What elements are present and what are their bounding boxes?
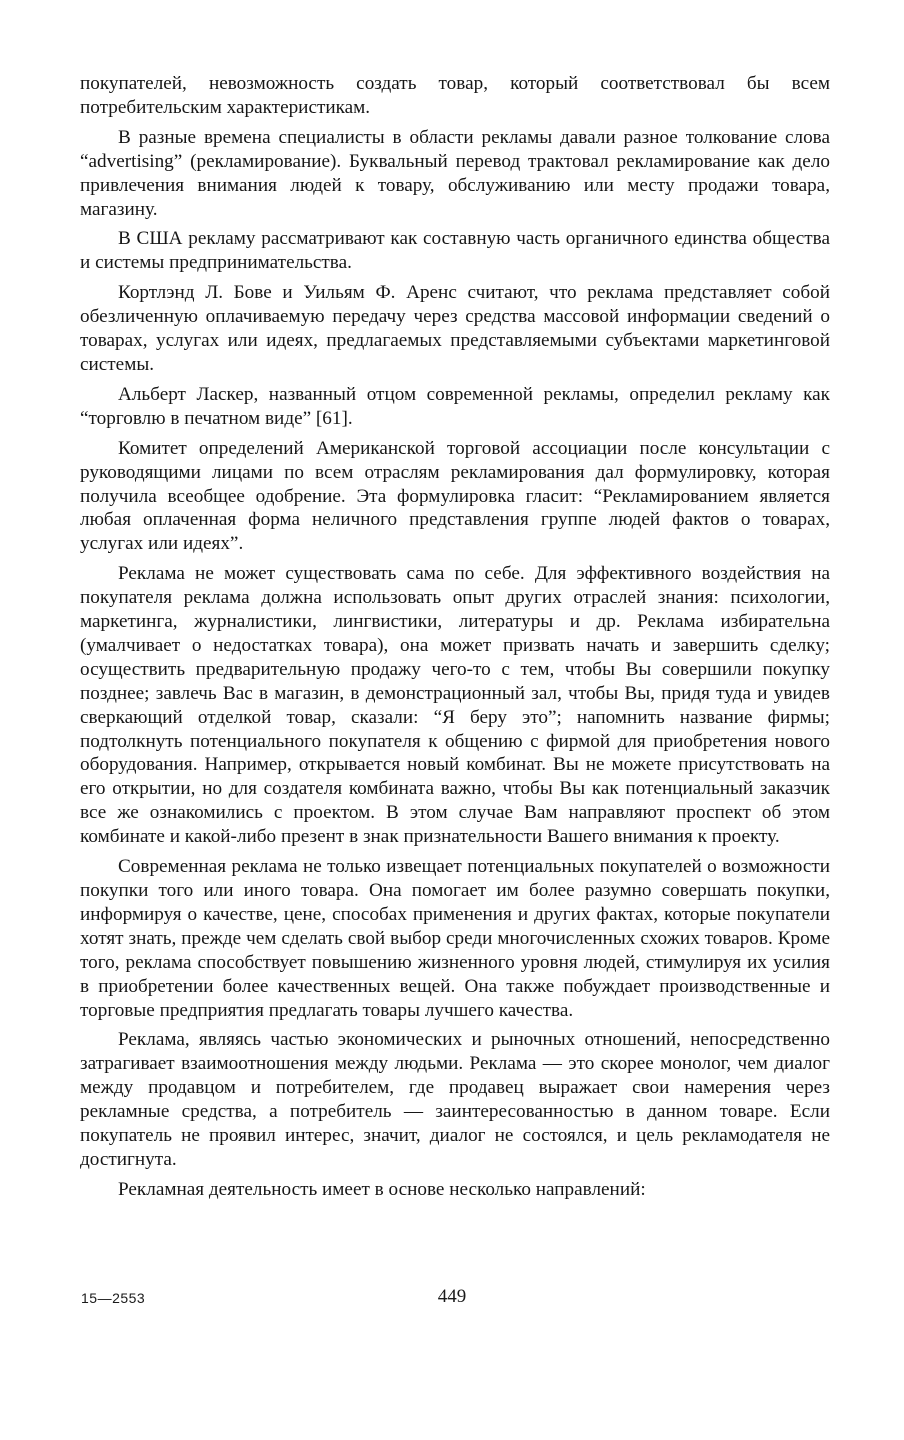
paragraph: Рекламная деятельность имеет в основе несколько направлений: bbox=[118, 1178, 646, 1200]
paragraph: Реклама, являясь частью экономических и рыночных отношений, непосредственно затрагивает взаимоотношения между людьми. Реклама — это скорее монолог, чем диалог между продавцом и потребителем, где продавец выражает свои намерения через рекламные средства, а потребитель — заинтересованностью в данном товаре. Если покупатель не проявил интерес, значит, диалог не состоялся, и цель рекламодателя не достигнута. bbox=[80, 1029, 830, 1170]
paragraph: В разные времена специалисты в области рекламы давали разное толкование слова “advertising” (рекламирование). Буквальный перевод трактовал рекламирование как дело привлечения внимания людей к товару, обслуживанию или месту продажи товара, магазину. bbox=[80, 126, 830, 220]
signature-code: 15—2553 bbox=[81, 1290, 146, 1306]
page-number: 449 bbox=[437, 1286, 467, 1307]
paragraph: Комитет определений Американской торговой ассоциации после консультации с руководящими лицами по всем отраслям рекламирования дал формулировку, которая получила всеобщее одобрение. Эта формулировка гласит: “Рекламированием является любая оплаченная форма неличного представления группе людей фактов о товарах, услугах или идеях”. bbox=[80, 437, 830, 555]
paragraph: Кортлэнд Л. Бове и Уильям Ф. Аренс считают, что реклама представляет собой обезличенную оплачиваемую передачу через средства массовой информации сведений о товарах, услугах или идеях, предлагаемых представляемыми субъектами маркетинговой системы. bbox=[80, 282, 830, 375]
paragraph: Альберт Ласкер, названный отцом современной рекламы, определил рекламу как “торговлю в печатном виде” [61]. bbox=[80, 383, 830, 429]
paragraph-continued: покупателей, невозможность создать товар, который соответствовал бы всем потребительским характеристикам. bbox=[80, 73, 830, 118]
paragraph: Современная реклама не только извещает потенциальных покупателей о возможности покупки того или иного товара. Она помогает им более разумно совершать покупки, информируя о качестве, цене, способах применения и других фактах, которые покупатели хотят знать, прежде чем сделать свой выбор среди многочисленных схожих товаров. Кроме того, реклама способствует повышению жизненного уровня людей, стимулируя их усилия в приобретении более качественных вещей. Она также побуждает производственные и торговые предприятия предлагать товары лучшего качества. bbox=[80, 856, 830, 1021]
paragraph: Реклама не может существовать сама по себе. Для эффективного воздействия на покупателя реклама должна использовать опыт других отраслей знания: психологии, маркетинга, журналистики, лингвистики, литературы и др. Реклама избирательна (умалчивает о недостатках товара), она может призвать начать и завершить сделку; осуществить предварительную продажу чего-то с тем, чтобы Вы совершили покупку позднее; завлечь Вас в магазин, в демонстрационный зал, чтобы Вы, придя туда и увидев сверкающий отделкой товар, сказали: “Я беру это”; напомнить название фирмы; подтолкнуть потенциального покупателя к общению с фирмой для приобретения нового оборудования. Например, открывается новый комбинат. Вы не можете присутствовать на его открытии, но для создателя комбината важно, чтобы Вы как потенциальный заказчик все же ознакомились с проектом. В этом случае Вам направляют проспект об этом комбинате и какой-либо презент в знак признательности Вашего внимания к проекту. bbox=[80, 563, 830, 848]
body-text bbox=[80, 72, 830, 1208]
paragraph: В США рекламу рассматривают как составную часть органичного единства общества и системы предпринимательства. bbox=[80, 228, 830, 274]
